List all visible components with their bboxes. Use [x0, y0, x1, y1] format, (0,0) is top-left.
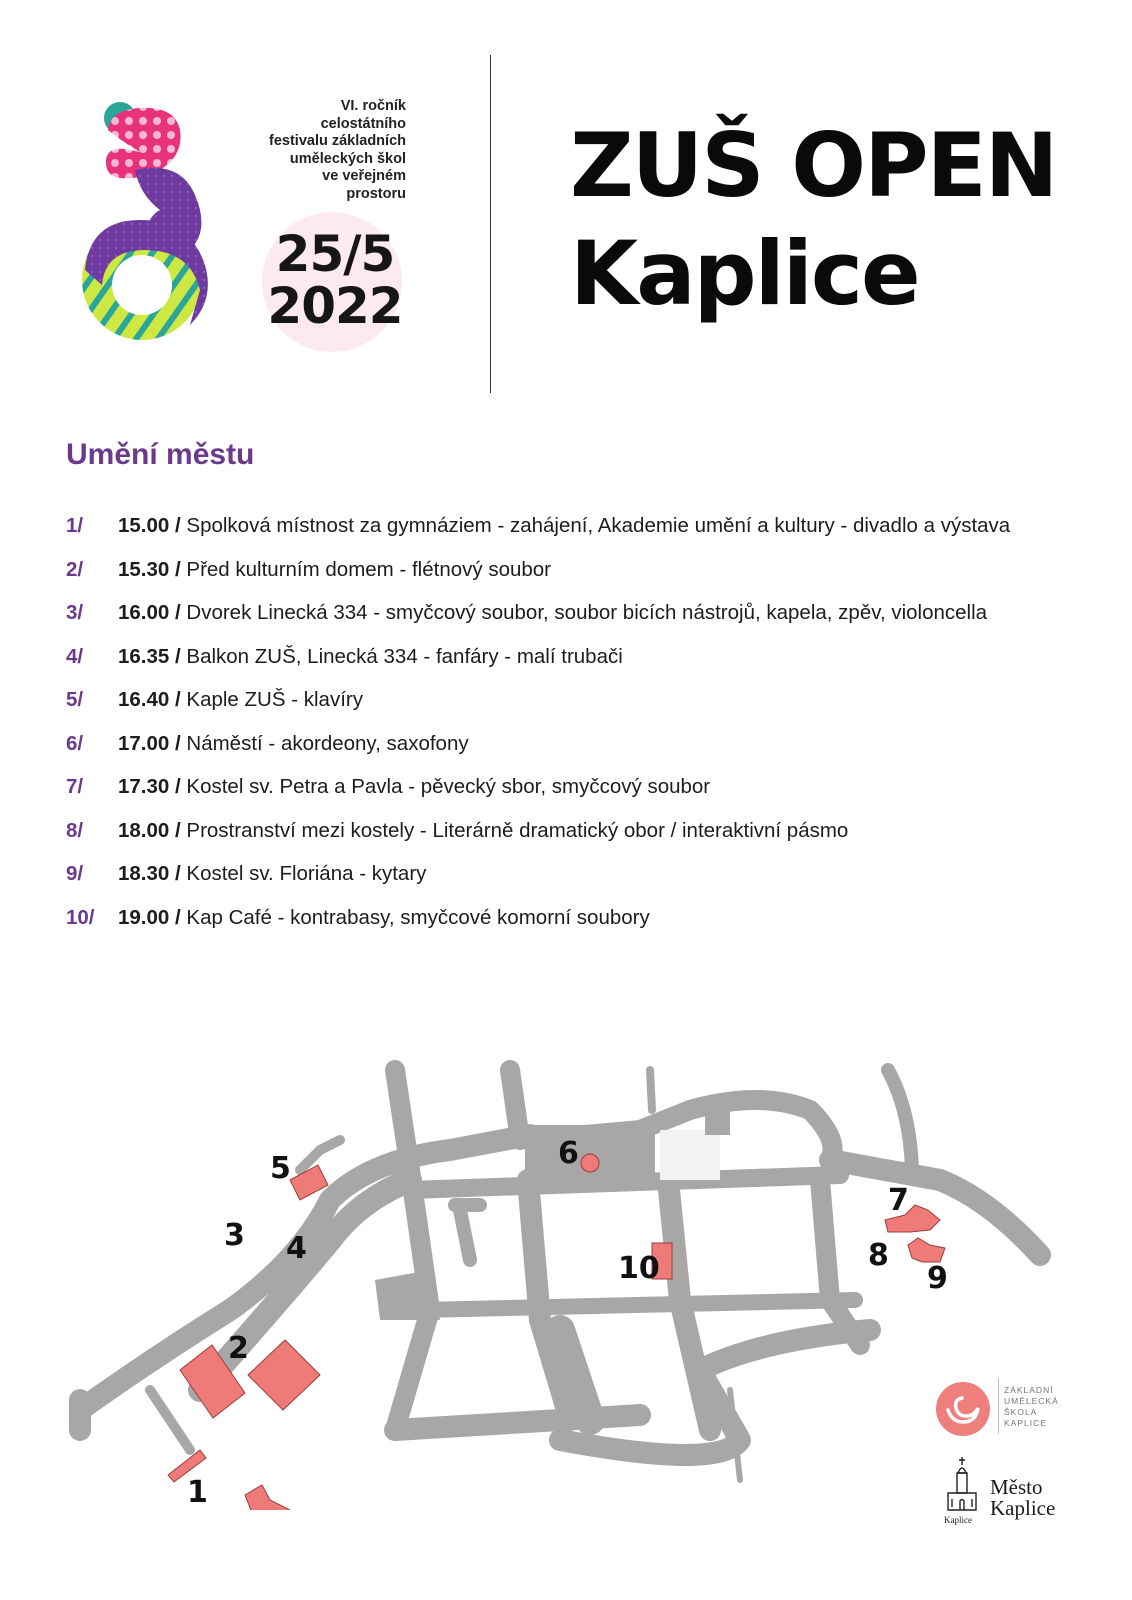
- item-time: 18.00 /: [118, 818, 181, 842]
- item-text: [118, 558, 551, 582]
- square-light-area: [660, 1130, 720, 1180]
- schedule-item: [66, 862, 1106, 906]
- item-number: 6/: [66, 731, 84, 755]
- building-block: [705, 1110, 730, 1135]
- item-description: Kap Café - kontrabasy, smyčcové komorní soubory: [180, 905, 650, 929]
- date-day-month: 25/5: [275, 225, 395, 283]
- info-line: celostátního: [320, 115, 406, 132]
- festival-date: [255, 225, 415, 335]
- item-text: [118, 645, 623, 669]
- map-label-2: 2: [228, 1331, 249, 1366]
- map-label-9: 9: [927, 1261, 948, 1296]
- title-line-2: Kaplice: [570, 222, 919, 325]
- item-description: Prostranství mezi kostely - Literárně dramatický obor / interaktivní pásmo: [180, 818, 849, 842]
- festival-edition-info: [236, 98, 406, 203]
- info-line: ve veřejném: [322, 168, 406, 184]
- item-description: Kostel sv. Floriána - kytary: [180, 862, 427, 885]
- church-icon: [940, 1455, 984, 1515]
- map-label-8: 8: [868, 1238, 889, 1273]
- zus-line: ŠKOLA: [1004, 1407, 1038, 1417]
- item-text: [118, 601, 987, 625]
- header-divider: [490, 55, 491, 393]
- info-line: VI. ročník: [340, 98, 406, 114]
- item-number: 9/: [66, 862, 84, 885]
- schedule-item: [66, 819, 1106, 863]
- item-description: Před kulturním domem - flétnový soubor: [180, 557, 551, 581]
- item-description: Dvorek Linecká 334 - smyčcový soubor, soubor bicích nástrojů, kapela, zpěv, violoncella: [180, 601, 988, 624]
- item-time: 16.00 /: [118, 601, 181, 624]
- item-time: 16.40 /: [118, 688, 181, 711]
- map-label-4: 4: [286, 1231, 307, 1266]
- building-block: [375, 1270, 440, 1320]
- item-description: Náměstí - akordeony, saxofony: [180, 731, 469, 755]
- section-title: Umění městu: [66, 438, 255, 471]
- title-line-1: ZUŠ OPEN: [570, 114, 1057, 217]
- map-label-6: 6: [558, 1136, 579, 1171]
- venue-3: [245, 1485, 290, 1510]
- zus-line: KAPLICE: [1004, 1418, 1047, 1428]
- map-label-10: 10: [618, 1251, 660, 1286]
- zus-line: ZÁKLADNÍ: [1004, 1385, 1054, 1395]
- town-logo-line-2: Kaplice: [990, 1496, 1056, 1520]
- item-number: 8/: [66, 818, 84, 842]
- item-time: 16.35 /: [118, 644, 181, 668]
- item-description: Balkon ZUŠ, Linecká 334 - fanfáry - malí trubači: [180, 644, 623, 668]
- venue-9: [908, 1238, 945, 1262]
- swan-icon: [936, 1382, 990, 1436]
- item-time: 15.30 /: [118, 557, 181, 581]
- venue-6: [581, 1154, 599, 1172]
- town-logo-line-1: Město: [990, 1475, 1043, 1499]
- zus-line: UMĚLECKÁ: [1004, 1396, 1059, 1406]
- item-number: 7/: [66, 775, 84, 798]
- info-line: festivalu základních: [269, 133, 406, 149]
- item-text: [118, 819, 848, 843]
- item-number: 10/: [66, 905, 95, 929]
- item-text: [118, 514, 1010, 538]
- item-description: Kostel sv. Petra a Pavla - pěvecký sbor, smyčcový soubor: [180, 775, 711, 798]
- schedule-item: [66, 775, 1106, 819]
- item-description: Kaple ZUŠ - klavíry: [180, 688, 363, 711]
- item-text: [118, 732, 469, 756]
- item-text: [118, 688, 363, 712]
- schedule-item: [66, 732, 1106, 776]
- item-text: [118, 775, 710, 799]
- item-text: [118, 906, 650, 930]
- town-logo-text: [990, 1477, 1055, 1519]
- item-number: 5/: [66, 688, 84, 711]
- map-label-3: 3: [224, 1218, 245, 1253]
- zus-logo-text: [1004, 1385, 1059, 1429]
- schedule-list: [66, 514, 1106, 949]
- item-number: 4/: [66, 644, 84, 668]
- festival-logo: [80, 100, 220, 350]
- info-line: prostoru: [346, 185, 406, 202]
- town-map: [0, 1060, 1132, 1510]
- item-description: Spolková místnost za gymnáziem - zahájení, Akademie umění a kultury - divadlo a výstava: [180, 514, 1011, 537]
- town-logo-small-label: Kaplice: [944, 1515, 972, 1525]
- map-label-1: 1: [187, 1475, 208, 1510]
- item-time: 19.00 /: [118, 905, 181, 929]
- info-line: uměleckých škol: [289, 150, 406, 167]
- schedule-item: [66, 601, 1106, 645]
- venue-2b: [248, 1340, 320, 1410]
- zus-logo-icon: [936, 1382, 990, 1436]
- schedule-item: [66, 906, 1106, 950]
- schedule-item: [66, 514, 1106, 558]
- map-label-5: 5: [270, 1151, 291, 1186]
- item-number: 3/: [66, 601, 84, 624]
- item-time: 17.30 /: [118, 775, 181, 798]
- item-number: 2/: [66, 557, 84, 581]
- schedule-item: [66, 645, 1106, 689]
- date-year: 2022: [267, 277, 403, 335]
- zus-logo-divider: [998, 1378, 999, 1434]
- item-text: [118, 862, 426, 886]
- item-time: 15.00 /: [118, 514, 181, 537]
- map-label-7: 7: [888, 1183, 909, 1218]
- schedule-item: [66, 688, 1106, 732]
- page-title: [570, 112, 1056, 328]
- schedule-item: [66, 558, 1106, 602]
- item-time: 17.00 /: [118, 731, 181, 755]
- item-time: 18.30 /: [118, 862, 181, 885]
- item-number: 1/: [66, 514, 84, 537]
